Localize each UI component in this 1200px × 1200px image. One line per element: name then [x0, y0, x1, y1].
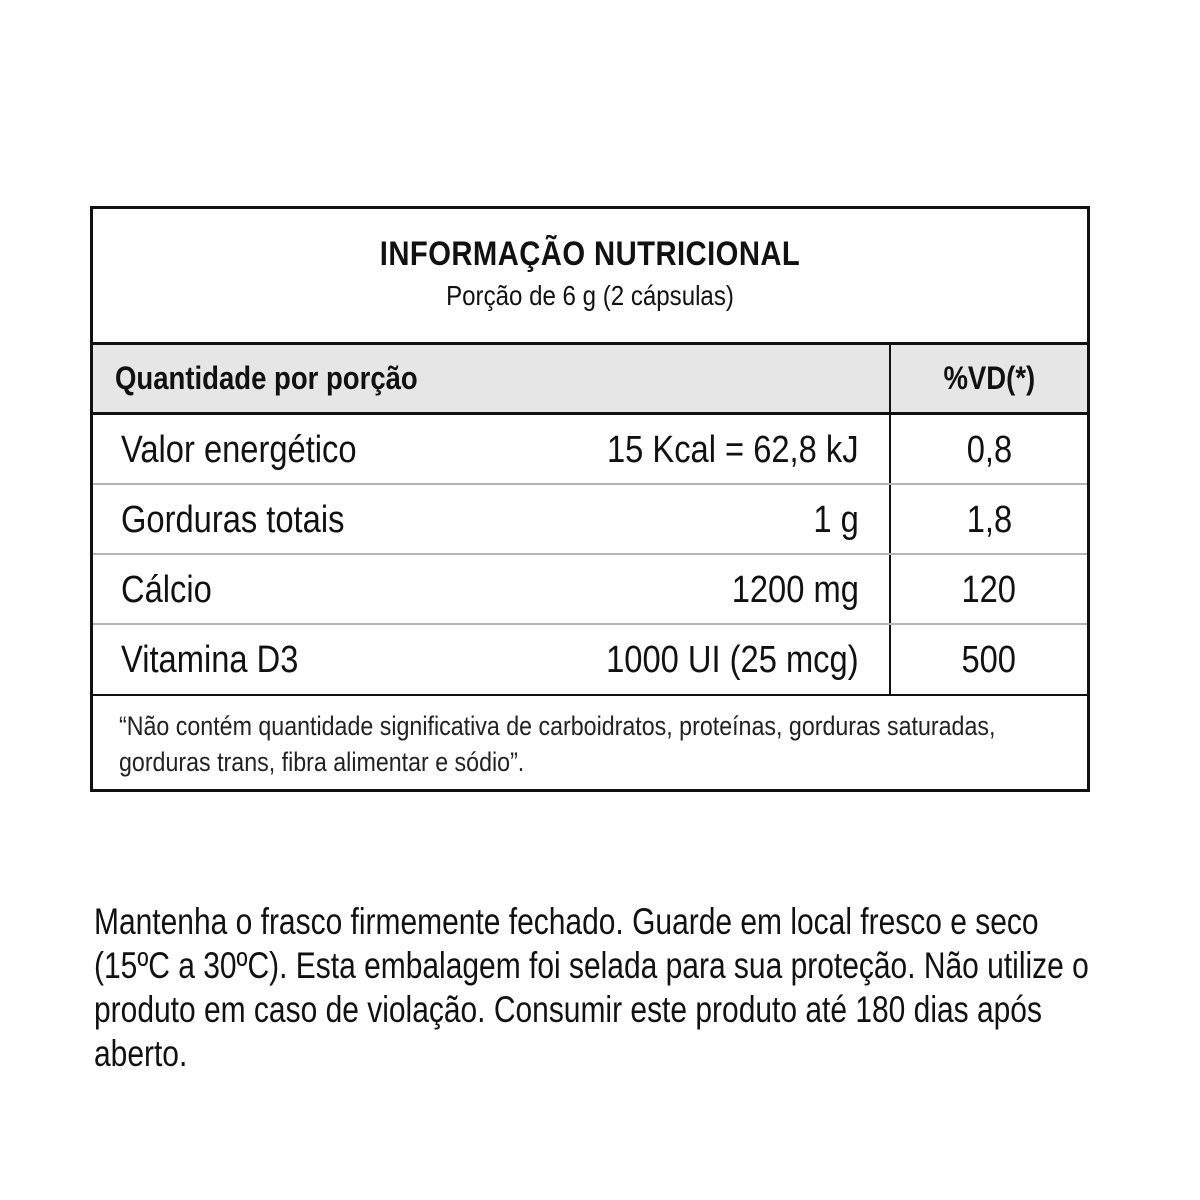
nutrient-dv: 500: [961, 639, 1017, 681]
nutrient-name: Gorduras totais: [121, 499, 345, 541]
storage-text: Mantenha o frasco firmemente fechado. Guarde em local fresco e seco (15ºC a 30ºC). Esta embalagem foi selada para sua proteção. Não utilize o produto em caso de violação. Consumir este produto até 180 dias após aberto.: [94, 901, 1089, 1074]
footnote-text: “Não contém quantidade significativa de carboidratos, proteínas, gorduras saturadas, gorduras trans, fibra alimentar e sódio”.: [119, 711, 996, 777]
serving-size: Porção de 6 g (2 cápsulas): [446, 280, 734, 311]
dv-column-header: [891, 345, 1087, 412]
nutrition-title: INFORMAÇÃO NUTRICIONAL: [379, 235, 801, 273]
nutrition-header: [93, 209, 1087, 345]
nutrient-row-energy: [93, 415, 1087, 485]
nutrient-dv: 120: [961, 569, 1017, 611]
nutrient-name: Vitamina D3: [121, 639, 299, 681]
nutrition-facts-table: [90, 206, 1090, 792]
dv-header-label: %VD(*): [943, 360, 1035, 396]
nutrient-dv: 0,8: [966, 429, 1012, 471]
column-header-row: [93, 345, 1087, 415]
nutrient-row-fat: [93, 485, 1087, 555]
nutrient-dv: 1,8: [966, 499, 1012, 541]
nutrient-amount: 1000 UI (25 mcg): [606, 639, 859, 681]
quantity-header-label: Quantidade por porção: [115, 360, 418, 396]
nutrient-row-vitamin-d3: [93, 625, 1087, 696]
storage-instructions: [94, 900, 1104, 1076]
nutrient-amount: 1 g: [813, 499, 859, 541]
nutrient-row-calcium: [93, 555, 1087, 625]
nutrient-amount: 15 Kcal = 62,8 kJ: [607, 429, 859, 471]
nutrient-name: Cálcio: [121, 569, 212, 611]
nutrition-footnote: [93, 696, 1087, 780]
quantity-column-header: [93, 345, 891, 412]
nutrient-name: Valor energético: [121, 429, 357, 471]
nutrient-amount: 1200 mg: [731, 569, 859, 611]
